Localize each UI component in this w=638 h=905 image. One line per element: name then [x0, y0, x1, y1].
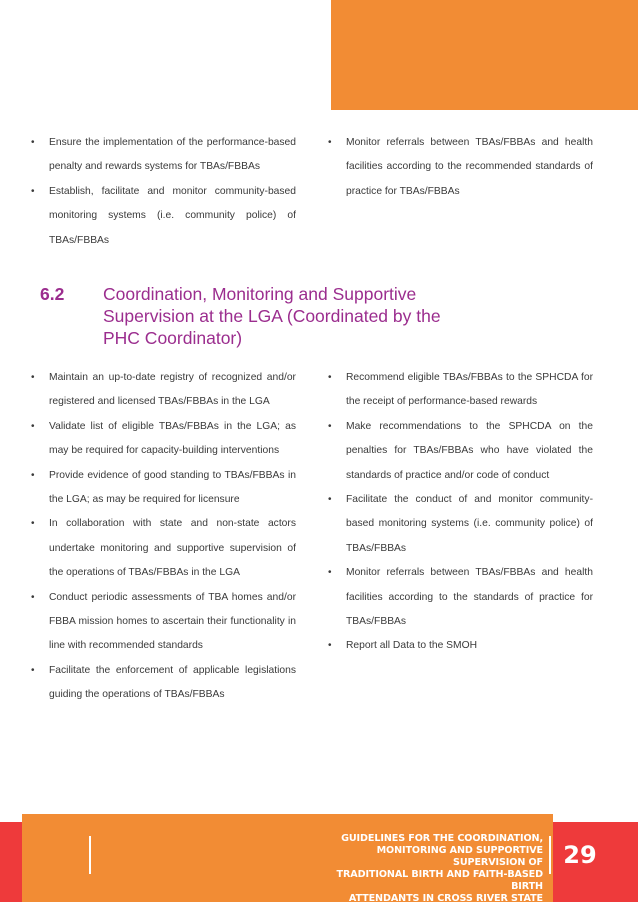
footer-title-line-3: TRADITIONAL BIRTH AND FAITH-BASED BIRTH: [336, 869, 543, 892]
list-item: • Validate list of eligible TBAs/FBBAs in the LGA; as may be required for capacity-building interventions: [28, 415, 296, 464]
list-item: • Provide evidence of good standing to TBAs/FBBAs in the LGA; as may be required for licensure: [28, 464, 296, 513]
list-item: • Recommend eligible TBAs/FBBAs to the SPHCDA for the receipt of performance-based rewards: [325, 366, 593, 415]
footer-divider-left: [89, 836, 91, 874]
footer-divider-right: [549, 836, 551, 874]
section-title-line-3: PHC Coordinator): [103, 328, 243, 348]
list-item: • Facilitate the conduct of and monitor community-based monitoring systems (i.e. community police) of TBAs/FBBAs: [325, 488, 593, 561]
list-item: • In collaboration with state and non-state actors undertake monitoring and supportive supervision of the operations of TBAs/FBBAs in the LGA: [28, 512, 296, 585]
list-item: • Conduct periodic assessments of TBA homes and/or FBBA mission homes to ascertain their functionality in line with recommended standards: [28, 586, 296, 659]
section-right-bullet-list: [325, 366, 593, 659]
top-right-column: [325, 131, 593, 204]
section-number: 6.2: [40, 284, 65, 304]
page-number: 29: [563, 841, 597, 869]
list-item: • Monitor referrals between TBAs/FBBAs and health facilities according to the standards of practice for TBAs/FBBAs: [325, 561, 593, 634]
footer-title-line-1: GUIDELINES FOR THE COORDINATION,: [341, 833, 543, 844]
list-item: • Report all Data to the SMOH: [325, 634, 593, 658]
top-left-column: [28, 131, 296, 253]
section-heading: [40, 283, 520, 349]
section-title-line-1: Coordination, Monitoring and Supportive: [103, 284, 417, 304]
footer-title-line-4: ATTENDANTS IN CROSS RIVER STATE: [348, 893, 543, 904]
list-item: • Establish, facilitate and monitor community-based monitoring systems (i.e. community police) of TBAs/FBBAs: [28, 180, 296, 253]
section-title-line-2: Supervision at the LGA (Coordinated by the: [103, 306, 441, 326]
list-item: • Ensure the implementation of the performance-based penalty and rewards systems for TBAs/FBBAs: [28, 131, 296, 180]
section-left-column: [28, 366, 296, 708]
list-item: • Make recommendations to the SPHCDA on the penalties for TBAs/FBBAs who have violated the standards of practice and/or code of conduct: [325, 415, 593, 488]
section-right-column: [325, 366, 593, 659]
footer-document-title: [330, 833, 543, 905]
header-orange-band: [331, 0, 638, 110]
list-item: • Facilitate the enforcement of applicable legislations guiding the operations of TBAs/FBBAs: [28, 659, 296, 708]
section-left-bullet-list: [28, 366, 296, 708]
top-right-bullet-list: [325, 131, 593, 204]
list-item: • Monitor referrals between TBAs/FBBAs and health facilities according to the recommended standards of practice for TBAs/FBBAs: [325, 131, 593, 204]
list-item: • Maintain an up-to-date registry of recognized and/or registered and licensed TBAs/FBBAs in the LGA: [28, 366, 296, 415]
top-left-bullet-list: [28, 131, 296, 253]
footer-title-line-2: MONITORING AND SUPPORTIVE SUPERVISION OF: [376, 845, 543, 868]
